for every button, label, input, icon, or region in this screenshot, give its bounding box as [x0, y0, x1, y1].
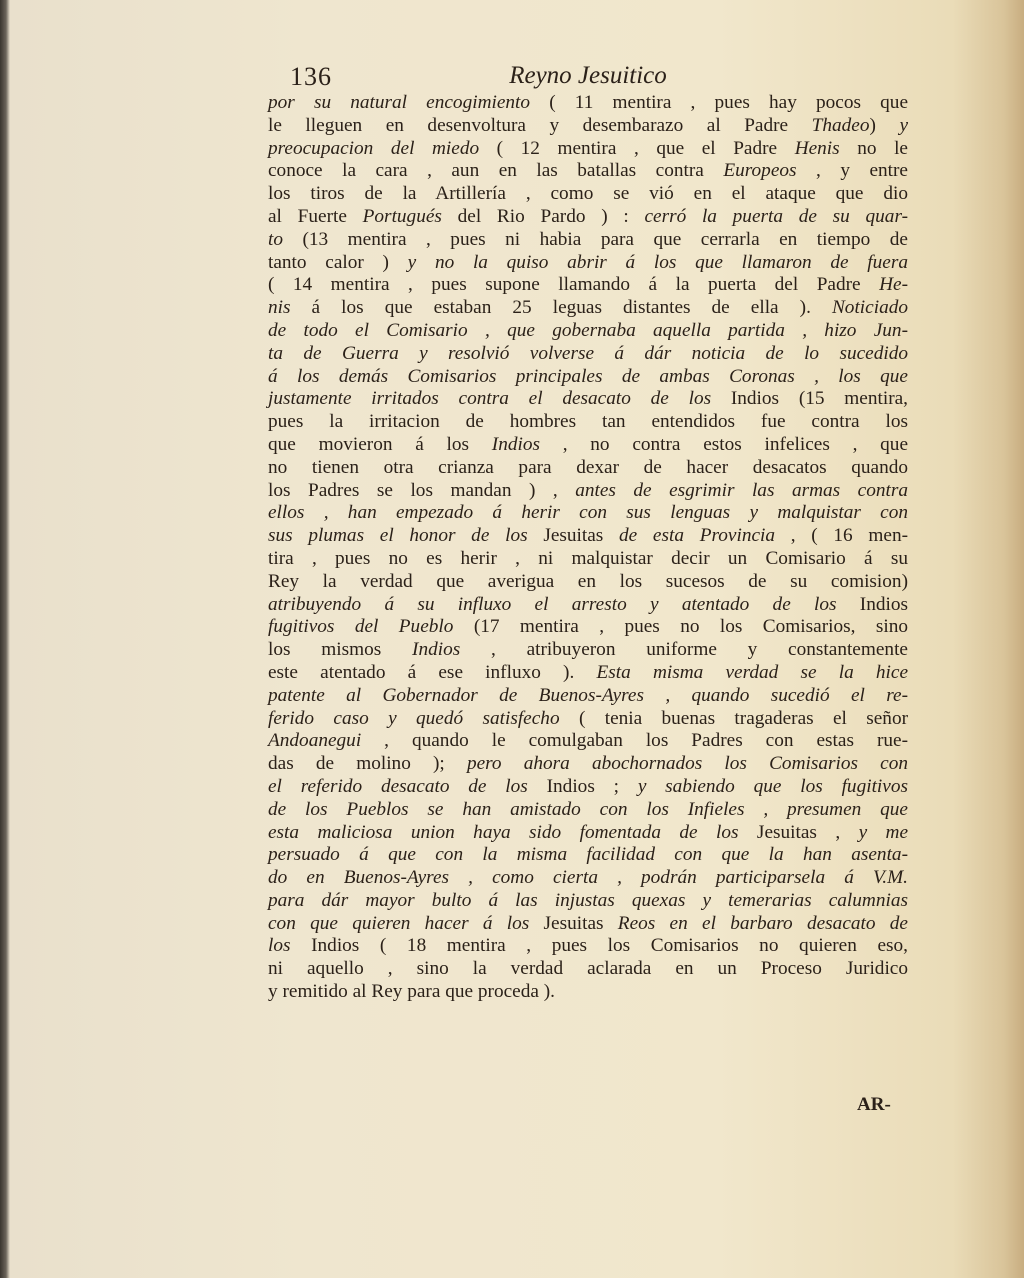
text-line: [268, 776, 908, 799]
roman-text: tira , pues no es herir , ni malquistar decir un Comisario á su: [268, 547, 908, 569]
italic-text: por su natural encogimiento: [268, 92, 531, 113]
text-line: [268, 890, 908, 913]
italic-text: antes de esgrimir las armas contra: [575, 479, 908, 501]
text-line: [268, 913, 908, 936]
roman-text: Indios: [836, 593, 908, 615]
roman-text: (17 mentira , pues no los Comisarios, sino: [453, 616, 908, 638]
roman-text: , no contra estos infelices , que: [539, 433, 908, 455]
italic-text: cerró la puerta de su quar-: [644, 205, 908, 227]
running-title: Reyno Jesuitico: [509, 62, 667, 89]
catchword: AR-: [857, 1094, 891, 1115]
roman-text: Indios ( 18 mentira , pues los Comisarios no quieren eso,: [290, 935, 908, 957]
body-text: [268, 92, 908, 1004]
roman-text: Indios ;: [527, 775, 638, 797]
text-line: [268, 274, 908, 297]
text-line: [268, 411, 908, 434]
roman-text: ( 14 mentira , pues supone llamando á la puerta del Padre: [268, 274, 880, 296]
text-line: [268, 434, 908, 457]
italic-text: Europeos: [723, 160, 797, 182]
text-line: [268, 958, 908, 981]
text-line: [268, 685, 908, 708]
italic-text: fugitivos del Pueblo: [268, 616, 454, 638]
italic-text: ferido caso y quedó satisfecho: [268, 707, 560, 729]
text-line: [268, 571, 908, 594]
roman-text: los mismos: [268, 639, 413, 661]
text-line: [268, 343, 908, 366]
italic-text: Indios: [412, 639, 461, 661]
text-line: [268, 844, 908, 867]
page-number: 136: [290, 62, 332, 91]
text-line: [268, 480, 908, 503]
italic-text: Reos en el barbaro desacato de: [617, 912, 908, 934]
text-line: [268, 662, 908, 685]
roman-text: , y entre: [796, 160, 908, 182]
text-line: [268, 297, 908, 320]
italic-text: Noticiado: [831, 297, 908, 319]
roman-text: ( tenia buenas tragaderas el señor: [559, 707, 909, 729]
italic-text: los: [268, 935, 291, 957]
text-line: [268, 138, 908, 161]
text-line: [268, 548, 908, 571]
roman-text: ): [869, 114, 900, 136]
italic-text: nis: [268, 297, 291, 319]
text-line: [268, 183, 908, 206]
italic-text: Henis: [794, 137, 840, 159]
text-line: [268, 457, 908, 480]
roman-text: Jesuitas: [527, 525, 620, 547]
text-line: [268, 160, 908, 183]
roman-text: los Padres se los mandan ) ,: [268, 479, 576, 501]
italic-text: He-: [879, 274, 908, 296]
italic-text: to: [268, 228, 283, 250]
text-line: [268, 206, 908, 229]
page-header: [268, 62, 908, 94]
roman-text: no le: [839, 137, 908, 159]
roman-text: tanto calor ): [268, 251, 408, 273]
roman-text: no tienen otra crianza para dexar de hacer desacatos quando: [268, 456, 908, 478]
italic-text: pero ahora abochornados los Comisarios con: [466, 753, 909, 775]
italic-text: el referido desacato de los: [268, 775, 528, 797]
roman-text: al Fuerte: [268, 205, 363, 227]
roman-text: Jesuitas ,: [738, 821, 859, 843]
text-line: [268, 730, 908, 753]
text-line: [268, 115, 908, 138]
text-line: [268, 867, 908, 890]
italic-text: para dár mayor bulto á las injustas quexas y temerarias calumnias: [268, 889, 908, 911]
roman-text: , ( 16 men-: [775, 525, 909, 547]
roman-text: que movieron á los: [268, 433, 492, 455]
roman-text: , quando le comulgaban los Padres con estas rue-: [361, 730, 908, 752]
text-line: [268, 252, 908, 275]
roman-text: ni aquello , sino la verdad aclarada en un Proceso Juridico: [268, 958, 908, 980]
italic-text: do en Buenos-Ayres , como cierta , podrán participarsela á V.M.: [268, 867, 908, 889]
italic-text: y no la quiso abrir á los que llamaron de fuera: [407, 251, 908, 273]
italic-text: sus plumas el honor de los: [268, 525, 528, 547]
text-line: [268, 320, 908, 343]
text-line: [268, 388, 908, 411]
text-line: [268, 981, 908, 1004]
text-line: [268, 708, 908, 731]
text-line: [268, 525, 908, 548]
italic-text: Andoanegui: [268, 730, 362, 752]
text-line: [268, 366, 908, 389]
roman-text: ( 11 mentira , pues hay pocos que: [530, 92, 909, 113]
italic-text: con que quieren hacer á los: [268, 912, 530, 934]
italic-text: y me: [858, 821, 909, 843]
roman-text: y remitido al Rey para que proceda ).: [268, 981, 555, 1003]
roman-text: (13 mentira , pues ni habia para que cerrarla en tiempo de: [283, 228, 908, 250]
text-line: [268, 822, 908, 845]
italic-text: de esta Provincia: [619, 525, 776, 547]
roman-text: este atentado á ese influxo ).: [268, 661, 597, 683]
italic-text: y: [899, 114, 908, 136]
italic-text: atribuyendo á su influxo el arresto y atentado de los: [268, 593, 837, 615]
italic-text: esta maliciosa union haya sido fomentada de los: [268, 821, 739, 843]
text-line: [268, 639, 908, 662]
italic-text: Portugués: [362, 205, 442, 227]
text-line: [268, 229, 908, 252]
italic-text: de los Pueblos se han amistado con los Infieles , presumen que: [268, 798, 908, 820]
roman-text: conoce la cara , aun en las batallas contra: [268, 160, 724, 182]
roman-text: ( 12 mentira , que el Padre: [479, 137, 795, 159]
roman-text: das de molino );: [268, 753, 467, 775]
roman-text: del Rio Pardo ) :: [441, 205, 645, 227]
italic-text: Esta misma verdad se la hice: [596, 661, 909, 683]
text-line: [268, 616, 908, 639]
text-line: [268, 799, 908, 822]
roman-text: Indios (15 mentira,: [711, 388, 908, 410]
roman-text: los tiros de la Artillería , como se vió en el ataque que dio: [268, 183, 908, 205]
scan-edge: [0, 1278, 1024, 1284]
italic-text: ta de Guerra y resolvió volverse á dár noticia de lo sucedido: [268, 342, 908, 364]
italic-text: á los demás Comisarios principales de ambas Coronas , los que: [268, 365, 908, 387]
italic-text: Indios: [491, 433, 540, 455]
italic-text: persuado á que con la misma facilidad con que la han asenta-: [268, 844, 908, 866]
roman-text: le lleguen en desenvoltura y desembarazo al Padre: [268, 114, 812, 136]
italic-text: de todo el Comisario , que gobernaba aquella partida , hizo Jun-: [268, 319, 908, 341]
italic-text: patente al Gobernador de Buenos-Ayres , quando sucedió el re-: [268, 684, 908, 706]
roman-text: pues la irritacion de hombres tan entendidos fue contra los: [268, 411, 908, 433]
text-line: [268, 92, 908, 115]
text-line: [268, 502, 908, 525]
roman-text: á los que estaban 25 leguas distantes de ella ).: [290, 297, 832, 319]
italic-text: ellos , han empezado á herir con sus lenguas y malquistar con: [268, 502, 908, 524]
roman-text: Jesuitas: [529, 912, 618, 934]
roman-text: Rey la verdad que averigua en los sucesos de su comision): [268, 570, 908, 592]
italic-text: preocupacion del miedo: [268, 137, 480, 159]
text-line: [268, 935, 908, 958]
text-line: [268, 753, 908, 776]
roman-text: , atribuyeron uniforme y constantemente: [460, 639, 908, 661]
italic-text: justamente irritados contra el desacato de los: [268, 388, 712, 410]
italic-text: y sabiendo que los fugitivos: [637, 775, 908, 797]
italic-text: Thadeo: [811, 114, 870, 136]
text-line: [268, 594, 908, 617]
